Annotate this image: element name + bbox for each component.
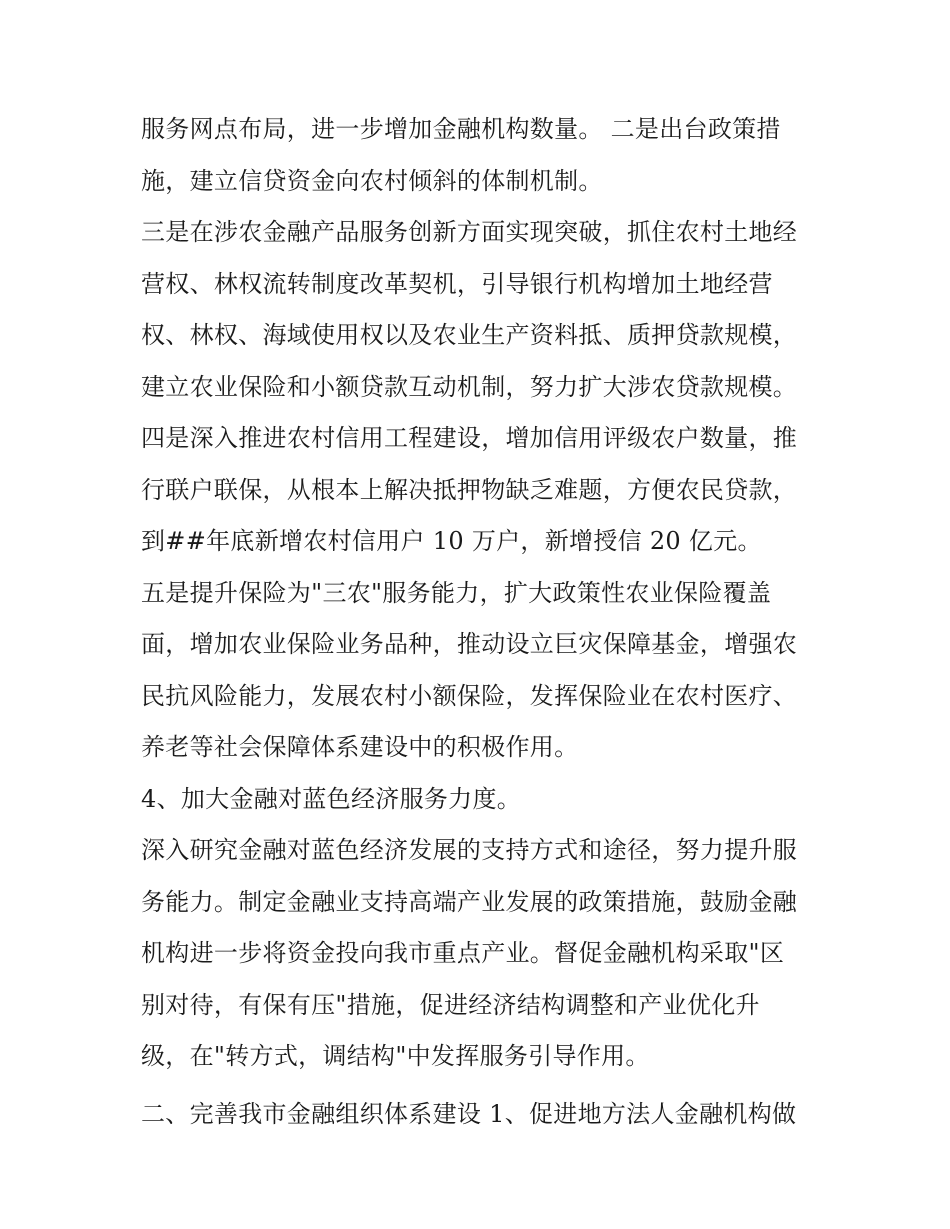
text-line: 到##年底新增农村信用户 10 万户，新增授信 20 亿元。 <box>141 527 762 555</box>
body-text <box>141 104 821 1140</box>
text-line: 别对待，有保有压"措施，促进经济结构调整和产业优化升 <box>141 990 760 1019</box>
text-line: 级，在"转方式，调结构"中发挥服务引导作用。 <box>141 1042 650 1070</box>
text-line: 深入研究金融对蓝色经济发展的支持方式和途径，努力提升服 <box>141 836 798 864</box>
text-line: 权、林权、海域使用权以及农业生产资料抵、质押贷款规模， <box>141 321 798 349</box>
text-line: 养老等社会保障体系建设中的积极作用。 <box>141 733 579 761</box>
text-line: 建立农业保险和小额贷款互动机制，努力扩大涉农贷款规模。 <box>141 372 798 401</box>
text-line: 行联户联保，从根本上解决抵押物缺乏难题，方便农民贷款， <box>141 475 798 504</box>
text-line: 机构进一步将资金投向我市重点产业。督促金融机构采取"区 <box>141 939 785 967</box>
text-line: 营权、林权流转制度改革契机，引导银行机构增加土地经营 <box>141 269 773 298</box>
section-heading: 二、完善我市金融组织体系建设 1、促进地方法人金融机构做 <box>141 1099 797 1128</box>
text-line: 五是提升保险为"三农"服务能力，扩大政策性农业保险覆盖 <box>141 578 772 607</box>
text-line: 面，增加农业保险业务品种，推动设立巨灾保障基金，增强农 <box>141 630 798 658</box>
section-heading: 4、加大金融对蓝色经济服务力度。 <box>141 784 522 813</box>
text-line: 施，建立信贷资金向农村倾斜的体制机制。 <box>141 166 603 195</box>
text-line: 民抗风险能力，发展农村小额保险，发挥保险业在农村医疗、 <box>141 681 798 710</box>
text-line: 务能力。制定金融业支持高端产业发展的政策措施，鼓励金融 <box>141 887 798 916</box>
text-line: 三是在涉农金融产品服务创新方面实现突破，抓住农村土地经 <box>141 218 798 246</box>
text-line: 服务网点布局，进一步增加金融机构数量。 二是出台政策措 <box>141 115 781 143</box>
text-line: 四是深入推进农村信用工程建设，增加信用评级农户数量，推 <box>141 424 798 452</box>
